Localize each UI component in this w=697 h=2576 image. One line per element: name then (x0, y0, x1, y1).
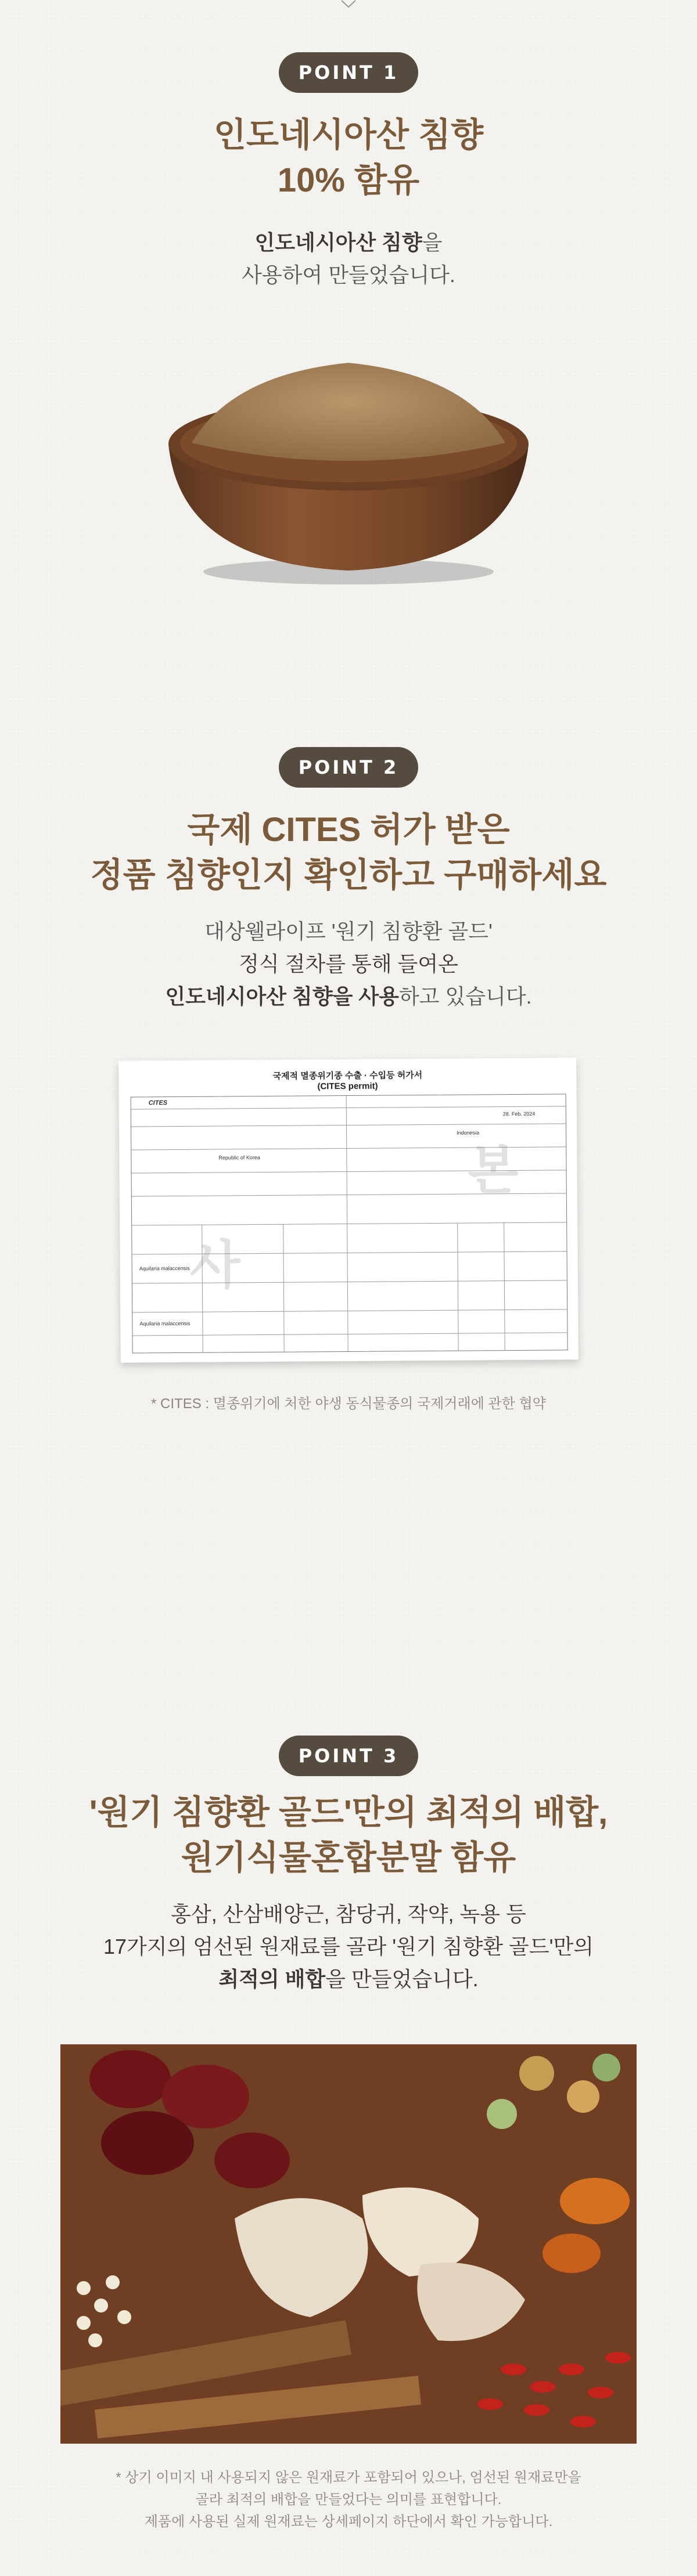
doc-species-1: Aquilaria malaccensis (139, 1265, 190, 1272)
doc-logo: CITES (148, 1099, 168, 1107)
point3-description: 홍삼, 산삼배양근, 참당귀, 작약, 녹용 등 17가지의 엄선된 원재료를 골라 '원기 침향환 골드'만의 최적의 배합을 만들었습니다. (103, 1902, 594, 1991)
point1-section (0, 52, 697, 291)
point1-description: 인도네시아산 침향을 사용하여 만들었습니다. (242, 230, 455, 287)
doc-country: Republic of Korea (218, 1154, 260, 1161)
point3-title: '원기 침향환 골드'만의 최적의 배합, 원기식물혼합분말 함유 (89, 1794, 608, 1877)
point1-badge: POINT 1 (279, 52, 419, 93)
doc-stamp-2: 본 (468, 1141, 519, 1200)
point2-badge: POINT 2 (279, 747, 419, 788)
point2-section (0, 747, 697, 1013)
herbal-ingredients-image (60, 2044, 637, 2444)
point3-badge: POINT 3 (279, 1736, 419, 1776)
point1-title: 인도네시아산 침향 10% 함유 (213, 116, 484, 199)
doc-destination: Indonesia (457, 1130, 480, 1136)
doc-date: 28. Feb. 2024 (502, 1110, 536, 1117)
point2-description: 대상웰라이프 '원기 침향환 골드' 정식 절차를 통해 들여온 인도네시아산 침향을 사용하고 있습니다. (165, 919, 532, 1008)
agarwood-powder-bowl-image (163, 340, 534, 595)
doc-species-2: Aquilaria malaccensis (139, 1320, 191, 1327)
point2-title: 국제 CITES 허가 받은 정품 침향인지 확인하고 구매하세요 (90, 811, 607, 894)
down-arrow-icon (341, 0, 356, 8)
doc-title: 국제적 멸종위기종 수출 · 수입등 허가서 (CITES permit) (272, 1070, 423, 1092)
doc-stamp-1: 사 (189, 1236, 240, 1295)
point3-section (0, 1736, 697, 1996)
point2-note: * CITES : 멸종위기에 처한 야생 동식물종의 국제거래에 관한 협약 (151, 1396, 546, 1412)
point3-note: * 상기 이미지 내 사용되지 않은 원재료가 포함되어 있으나, 엄선된 원재료만을 골라 최적의 배합을 만들었다는 의미를 표현합니다. 제품에 사용된 실제 원재료는 상세페이지 하단에서 확인 가능합니다. (116, 2470, 581, 2530)
cites-permit-document-image (118, 1058, 579, 1362)
